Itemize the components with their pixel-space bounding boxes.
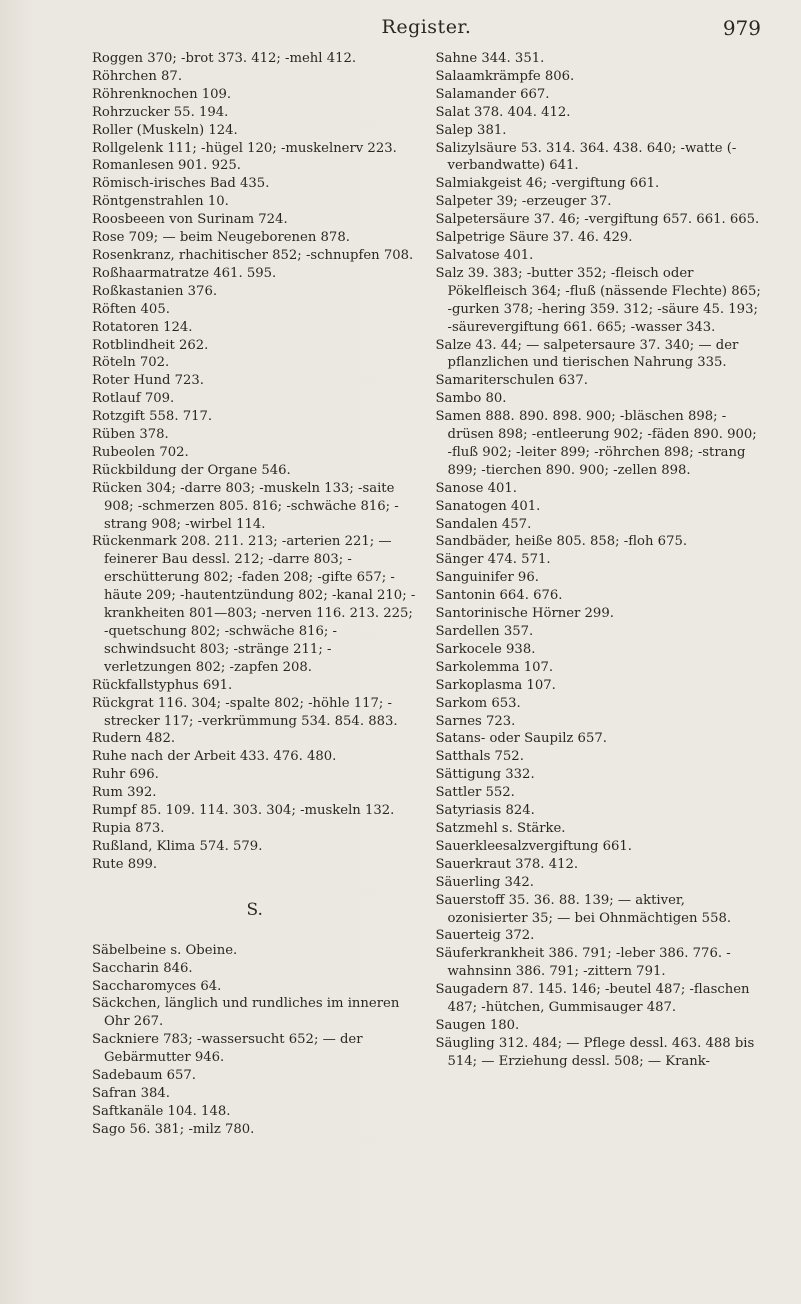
index-entry: Romanlesen 901. 925. <box>92 158 241 174</box>
index-entry: Saccharin 846. <box>92 960 193 976</box>
index-entry: Salmiakgeist 46; -vergiftung 661. <box>435 176 660 192</box>
index-entry: Rupia 873. <box>92 820 165 836</box>
index-entry: Santorinische Hörner 299. <box>435 606 614 622</box>
index-entry: Rücken 304; -darre 803; -muskeln 133; -saite 908; -schmerzen 805. 816; -schwäche 816; -strang 908; -wirbel 114. <box>92 480 399 532</box>
index-entry: Roter Hund 723. <box>92 373 204 389</box>
index-entry: Roßkastanien 376. <box>92 283 218 299</box>
index-entry: Sambo 80. <box>435 391 507 407</box>
index-entry: Rotatoren 124. <box>92 319 193 335</box>
index-entry: Rum 392. <box>92 785 157 801</box>
index-entry: Rotzgift 558. 717. <box>92 409 213 425</box>
index-entry: Rotblindheit 262. <box>92 337 209 353</box>
index-entry: Satans- oder Saupilz 657. <box>435 731 607 747</box>
index-entry: Salizylsäure 53. 314. 364. 438. 640; -watte (-verbandwatte) 641. <box>435 140 737 174</box>
index-entry: Sarkolemma 107. <box>435 659 554 675</box>
index-entry: Salpetrige Säure 37. 46. 429. <box>435 230 633 246</box>
index-entry: Sattler 552. <box>435 785 515 801</box>
index-entry: Röften 405. <box>92 301 170 317</box>
index-entry: Salat 378. 404. 412. <box>435 104 571 120</box>
index-entry: Safran 384. <box>92 1085 170 1101</box>
index-entry: Sackniere 783; -wassersucht 652; — der Gebärmutter 946. <box>92 1032 363 1066</box>
index-entry: Rumpf 85. 109. 114. 303. 304; -muskeln 132. <box>92 803 395 819</box>
index-entry: Rückgrat 116. 304; -spalte 802; -höhle 117; -strecker 117; -verkrümmung 534. 854. 883. <box>92 695 398 729</box>
index-entry: Salaamkrämpfe 806. <box>435 68 575 84</box>
index-entry: Rute 899. <box>92 856 158 872</box>
index-entry: Roßhaarmatratze 461. 595. <box>92 265 277 281</box>
index-entry: Sandalen 457. <box>435 516 532 532</box>
index-entry: Säuferkrankheit 386. 791; -leber 386. 776. -wahnsinn 386. 791; -zittern 791. <box>435 946 731 980</box>
index-entry: Ruhr 696. <box>92 767 159 783</box>
index-entry: Salep 381. <box>435 122 507 138</box>
index-entry: Roggen 370; -brot 373. 412; -mehl 412. <box>92 51 357 66</box>
index-entry: Rollgelenk 111; -hügel 120; -muskelnerv 223. <box>92 140 397 156</box>
index-entry: Rotlauf 709. <box>92 391 175 407</box>
index-entry: Satthals 752. <box>435 749 524 765</box>
index-entry: Sauerstoff 35. 36. 88. 139; — aktiver, ozonisierter 35; — bei Ohnmächtigen 558. <box>435 892 732 926</box>
index-entry: Sago 56. 381; -milz 780. <box>92 1121 255 1137</box>
index-entry: Satyriasis 824. <box>435 803 535 819</box>
index-entry: Röteln 702. <box>92 355 170 371</box>
index-entry: Sauerkleesalzvergiftung 661. <box>435 838 632 854</box>
index-entry: Sanguinifer 96. <box>435 570 539 586</box>
index-entry: Sauerkraut 378. 412. <box>435 856 579 872</box>
index-entry: Salze 43. 44; — salpetersaure 37. 340; — der pflanzlichen und tierischen Nahrung 335. <box>435 337 739 371</box>
index-entry: Sardellen 357. <box>435 624 534 639</box>
index-entry: Säbelbeine s. Obeine. <box>92 942 238 958</box>
index-entry: Saftkanäle 104. 148. <box>92 1103 231 1119</box>
index-entry: Rückfallstyphus 691. <box>92 677 233 693</box>
index-entry: Säugling 312. 484; — Pflege dessl. 463. 488 bis 514; — Erziehung dessl. 508; — Krank- <box>435 1035 755 1069</box>
index-entry: Sarkom 653. <box>435 695 521 711</box>
index-entry: Salz 39. 383; -butter 352; -fleisch oder Pökelfleisch 364; -fluß (nässende Flechte) 865; -gurken 378; -hering 359. 312; -säure 45. 193; -säurevergiftung 661. 665; -wasser 343. <box>435 265 761 335</box>
index-entry: Rückbildung der Organe 546. <box>92 462 291 478</box>
index-entry: Rose 709; — beim Neugeborenen 878. <box>92 230 350 246</box>
index-entry: Samen 888. 890. 898. 900; -bläschen 898; -drüsen 898; -entleerung 902; -fäden 890. 900; -fluß 902; -leiter 899; -röhrchen 898; -strang 899; -tierchen 890. 900; -zellen 898. <box>435 409 757 478</box>
index-entry: Sättigung 332. <box>435 767 535 783</box>
index-entry: Roller (Muskeln) 124. <box>92 122 238 138</box>
index-entry: Sänger 474. 571. <box>435 552 551 568</box>
page-number: 979 <box>722 16 761 40</box>
index-entry: Saugen 180. <box>435 1017 520 1033</box>
index-entry: Röntgenstrahlen 10. <box>92 194 229 210</box>
index-entry: Sarkocele 938. <box>435 641 536 657</box>
index-entry: Rohrzucker 55. 194. <box>92 104 229 120</box>
index-entry: Rußland, Klima 574. 579. <box>92 838 263 854</box>
index-entry: Rudern 482. <box>92 731 176 747</box>
index-entry: Salamander 667. <box>435 86 550 102</box>
index-entry: Römisch-irisches Bad 435. <box>92 176 270 192</box>
index-entry: Röhrchen 87. <box>92 68 183 84</box>
index-entry: Sarkoplasma 107. <box>435 677 556 693</box>
index-entry: Sandbäder, heiße 805. 858; -floh 675. <box>435 534 688 550</box>
index-entry: Saugadern 87. 145. 146; -beutel 487; -flaschen 487; -hütchen, Gummisauger 487. <box>435 982 750 1016</box>
index-entry: Ruhe nach der Arbeit 433. 476. 480. <box>92 749 337 765</box>
index-entry: Rüben 378. <box>92 427 169 443</box>
index-entry: Rückenmark 208. 211. 213; -arterien 221; — feinerer Bau dessl. 212; -darre 803; -erschütterung 802; -faden 208; -gifte 657; -häute 209; -hautentzündung 802; -kanal 210; -krankheiten 801—803; -nerven 116. 213. 225; -quetschung 802; -schwäche 816; -schwindsucht 803; -stränge 211; -verletzungen 802; -zapfen 208. <box>92 534 416 675</box>
page-header <box>92 16 761 42</box>
index-columns <box>92 50 761 1139</box>
index-entry: Samariterschulen 637. <box>435 373 588 389</box>
index-entry: Sauerteig 372. <box>435 928 535 944</box>
index-entry: Satzmehl s. Stärke. <box>435 820 566 836</box>
index-entry: Rubeolen 702. <box>92 444 189 460</box>
index-entry: Säuerling 342. <box>435 874 534 890</box>
index-entry: Salpeter 39; -erzeuger 37. <box>435 194 612 210</box>
index-entry: Säckchen, länglich und rundliches im inneren Ohr 267. <box>92 996 400 1030</box>
index-entry: Salvatose 401. <box>435 247 534 263</box>
index-entry: Röhrenknochen 109. <box>92 86 232 102</box>
index-entry: Sanatogen 401. <box>435 498 541 514</box>
index-entry: Rosenkranz, rhachitischer 852; -schnupfen 708. <box>92 247 414 263</box>
index-entry: Sarnes 723. <box>435 713 516 729</box>
index-entry: Sadebaum 657. <box>92 1068 196 1084</box>
index-entry: Salpetersäure 37. 46; -vergiftung 657. 661. 665. <box>435 212 760 228</box>
section-heading-s: S. <box>246 899 263 920</box>
index-entry: Roosbeeen von Surinam 724. <box>92 212 288 228</box>
index-column-left <box>92 50 418 1139</box>
index-column-right <box>436 50 762 1139</box>
index-entry: Santonin 664. 676. <box>435 588 563 604</box>
index-entry: Sanose 401. <box>435 480 517 496</box>
page-title: Register. <box>381 16 472 38</box>
index-entry: Sahne 344. 351. <box>435 51 545 66</box>
index-entry: Saccharomyces 64. <box>92 978 222 994</box>
